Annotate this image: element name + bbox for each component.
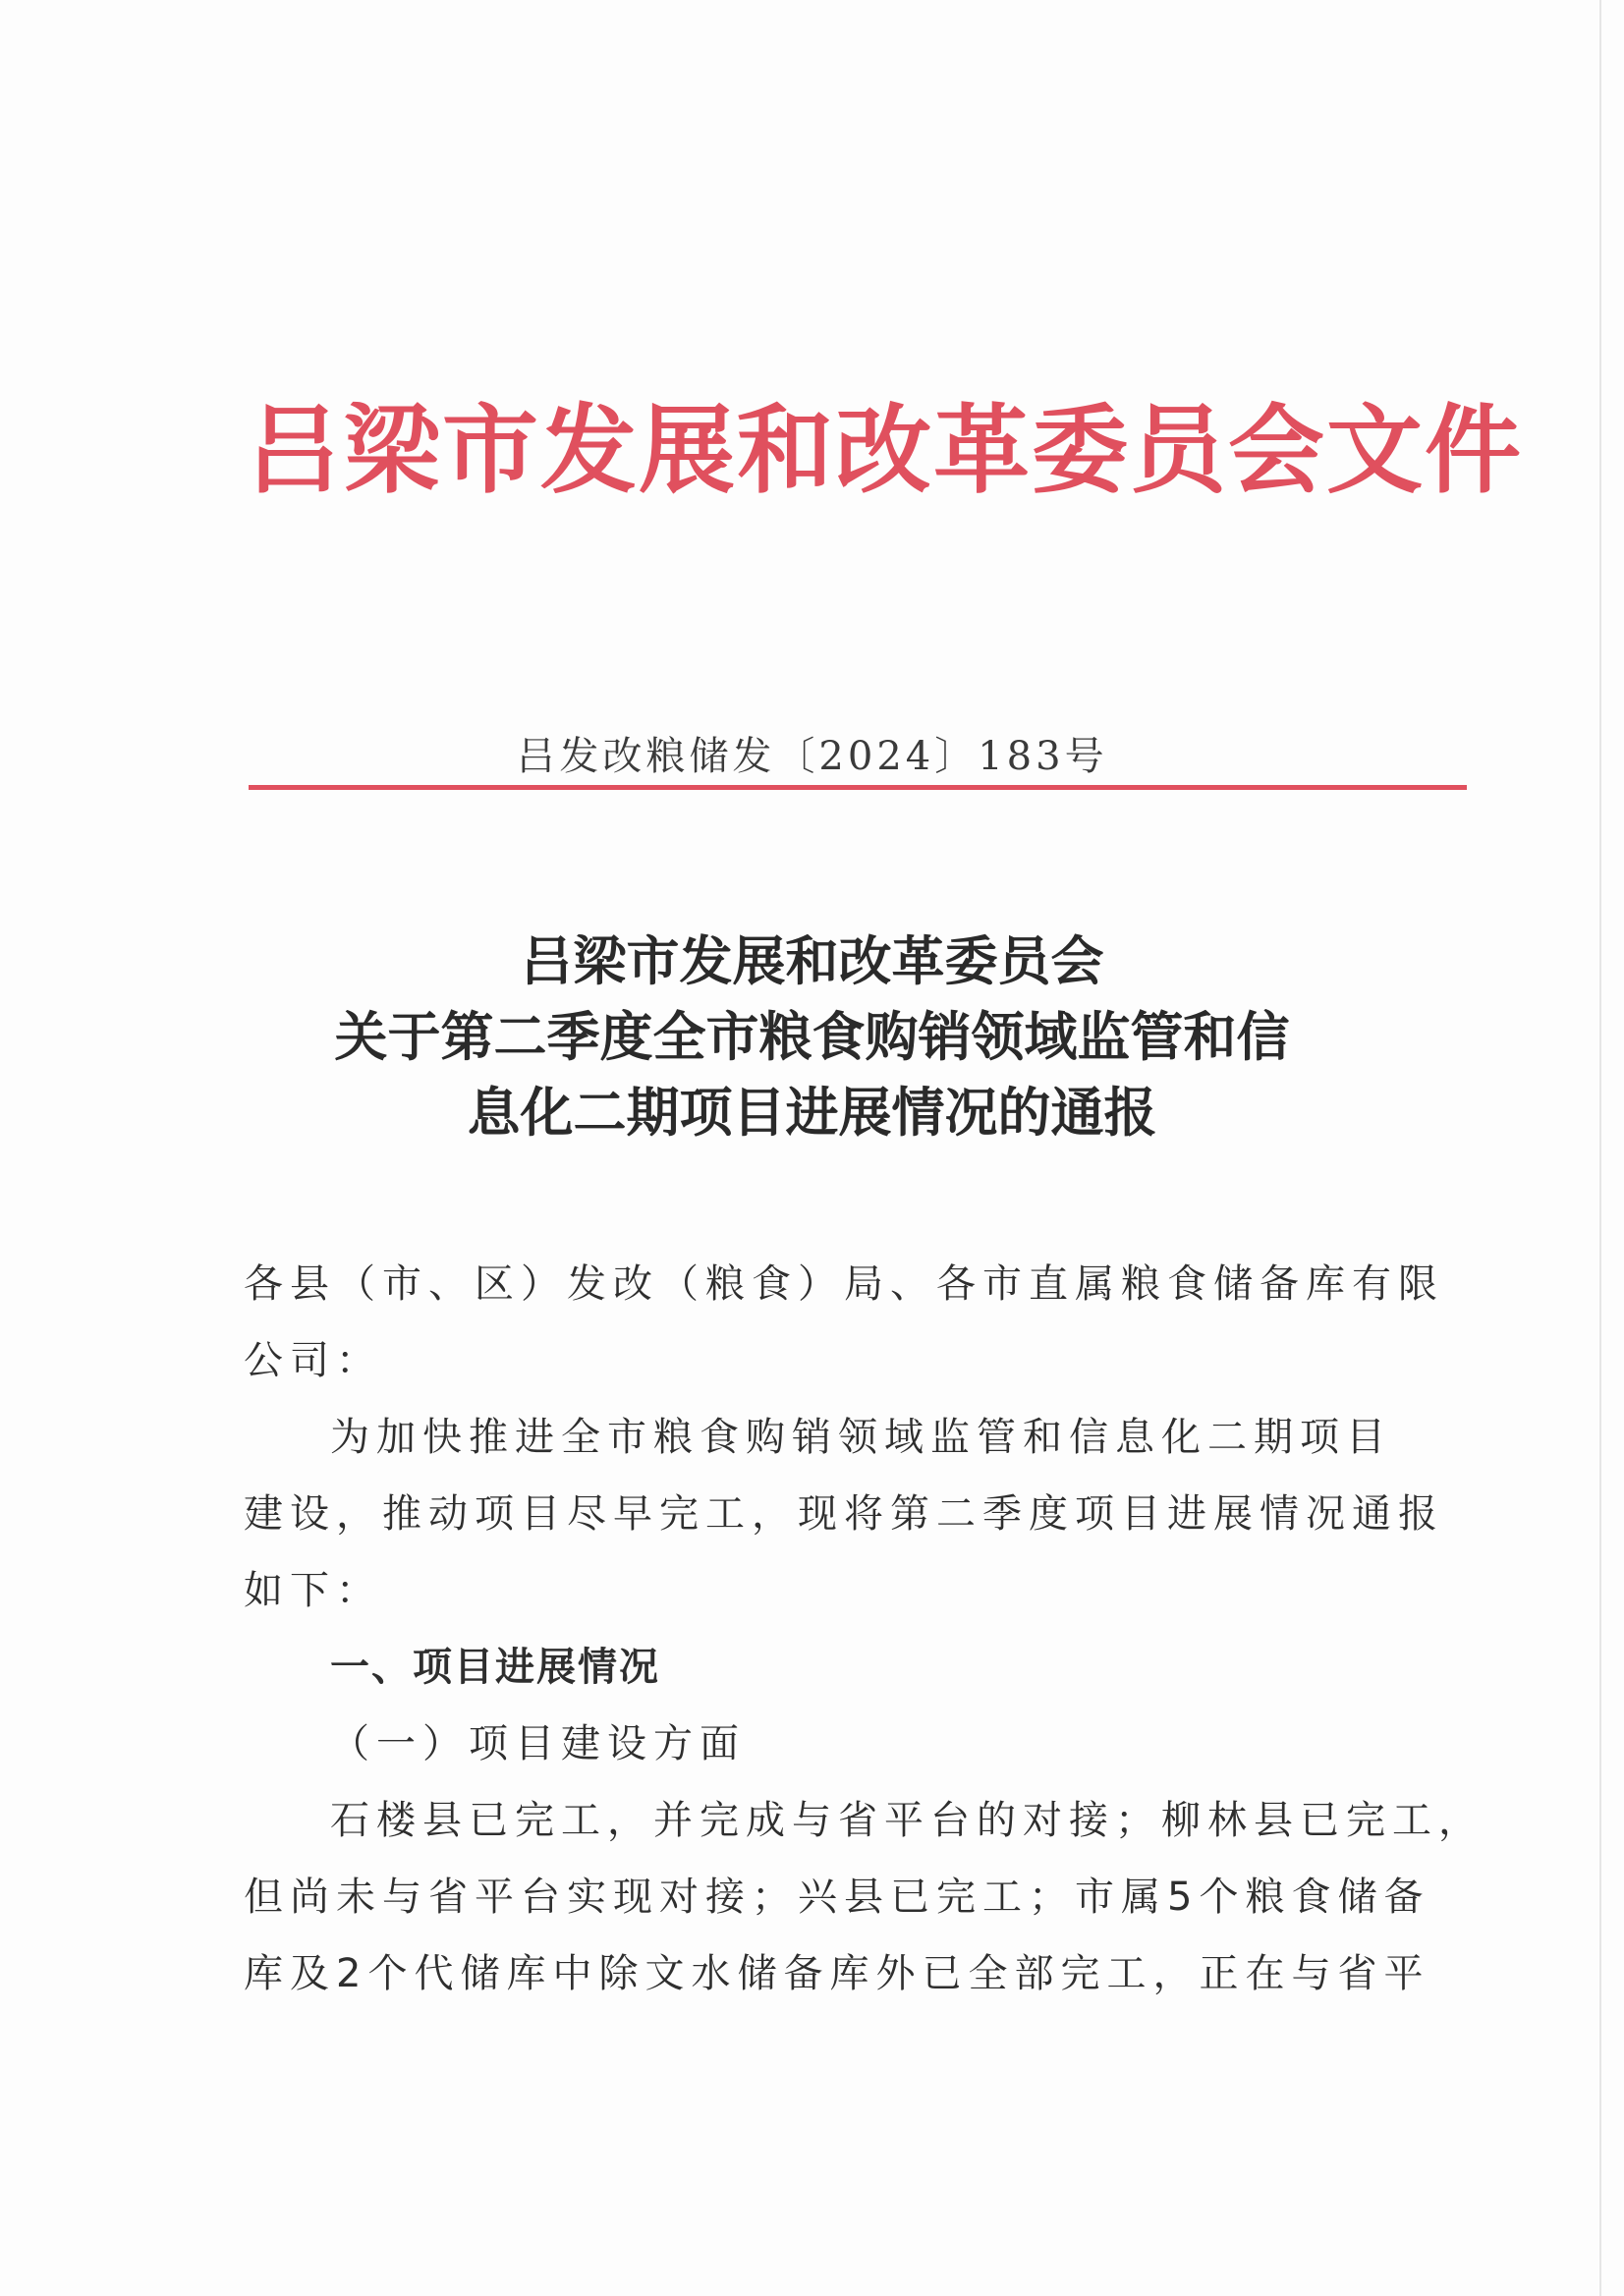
document-title: [0, 924, 1624, 1150]
intro-line: 如下：: [244, 1568, 382, 1613]
subsection-heading: （一）项目建设方面: [330, 1721, 746, 1766]
title-line: 吕梁市发展和改革委员会: [520, 929, 1104, 992]
paragraph-line: 石楼县已完工，并完成与省平台的对接；柳林县已完工，: [330, 1798, 1484, 1843]
title-line: 关于第二季度全市粮食购销领域监管和信: [334, 1005, 1290, 1068]
intro-line: 建设，推动项目尽早完工，现将第二季度项目进展情况通报: [244, 1491, 1444, 1537]
title-line: 息化二期项目进展情况的通报: [467, 1081, 1157, 1144]
red-masthead: 吕梁市发展和改革委员会文件: [246, 394, 1524, 507]
section-heading: 一、项目进展情况: [330, 1645, 660, 1690]
salutation-line: 公司：: [244, 1338, 382, 1383]
document-number: 吕发改粮储发〔2024〕183号: [516, 734, 1108, 779]
document-body: [244, 1246, 1484, 2012]
paragraph-line: 但尚未与省平台实现对接；兴县已完工；市属5个粮食储备: [244, 1875, 1430, 1920]
paragraph-line: 库及2个代储库中除文水储备库外已全部完工，正在与省平: [244, 1951, 1430, 1996]
salutation-line: 各县（市、区）发改（粮食）局、各市直属粮食储备库有限: [244, 1261, 1444, 1307]
red-divider-line: [249, 785, 1467, 790]
intro-line: 为加快推进全市粮食购销领域监管和信息化二期项目: [330, 1415, 1392, 1460]
